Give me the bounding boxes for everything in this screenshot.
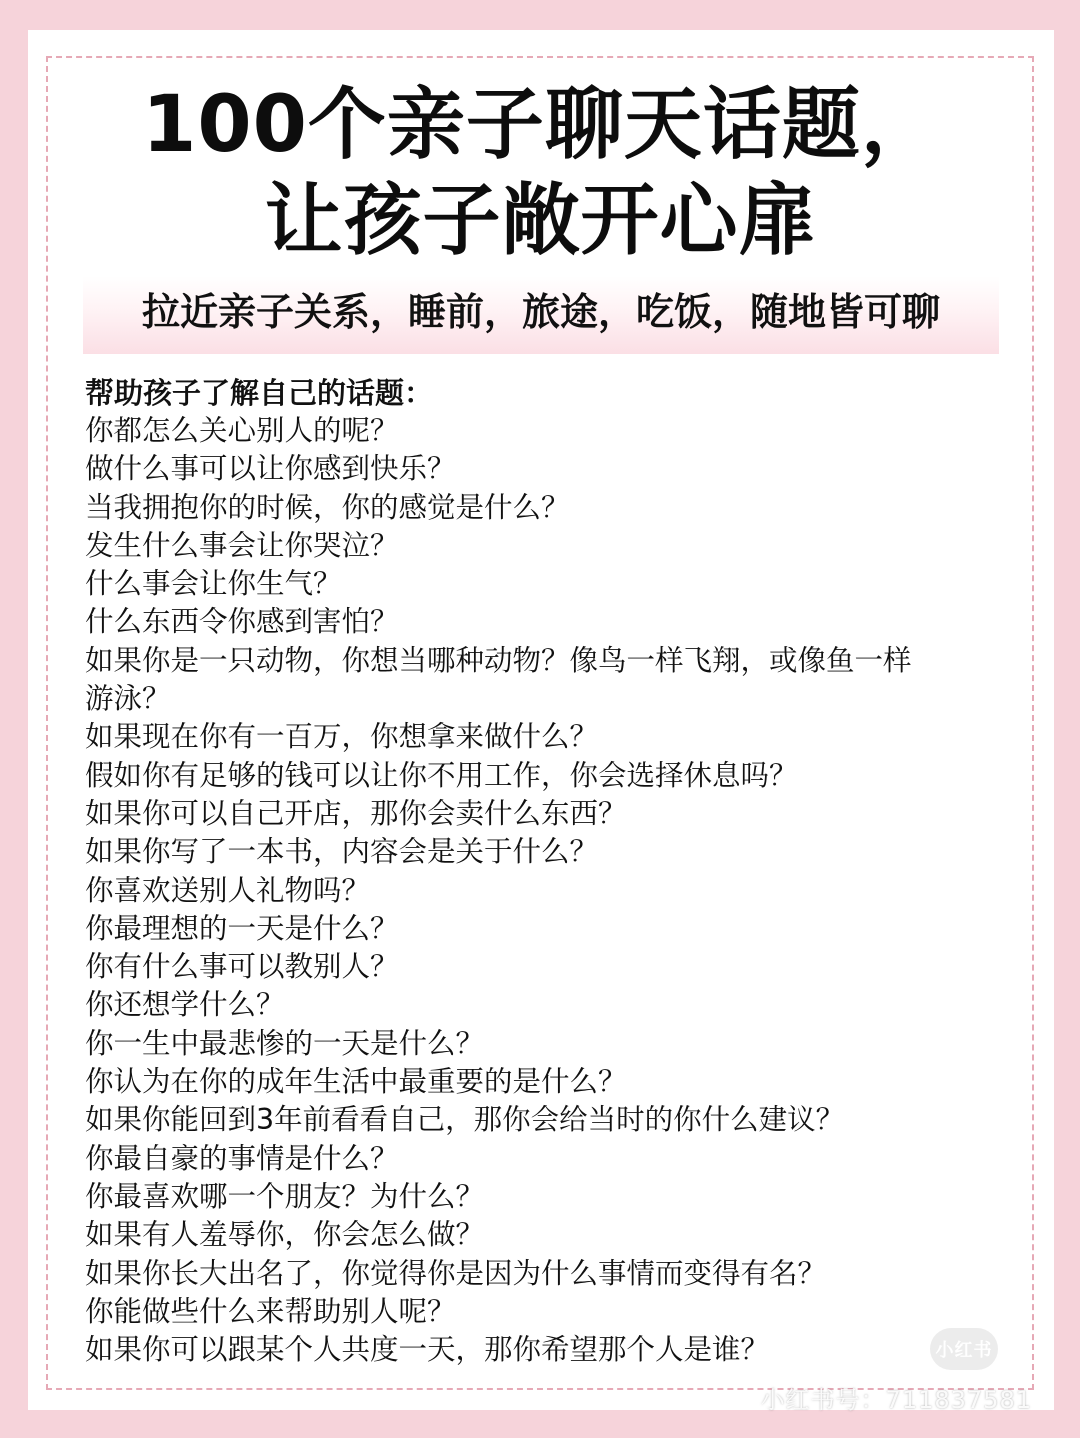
title-line-1: 100个亲子聊天话题， — [142, 80, 940, 170]
watermark: 小红书号：711837581 — [760, 1386, 1032, 1414]
xiaohongshu-logo-icon: 小红书 — [930, 1328, 998, 1370]
question-item: 你有什么事可以教别人？ — [85, 950, 399, 984]
question-item: 你最理想的一天是什么？ — [85, 911, 399, 945]
question-item: 当我拥抱你的时候，你的感觉是什么？ — [85, 490, 570, 524]
question-item: 假如你有足够的钱可以让你不用工作，你会选择休息吗？ — [85, 758, 798, 792]
subtitle: 拉近亲子关系，睡前，旅途，吃饭，随地皆可聊 — [141, 290, 940, 334]
question-item: 如果你写了一本书，内容会是关于什么？ — [85, 835, 599, 869]
question-item: 如果有人羞辱你，你会怎么做？ — [85, 1218, 485, 1252]
question-item: 游泳？ — [85, 682, 171, 716]
question-item: 你喜欢送别人礼物吗？ — [85, 873, 371, 907]
question-item: 如果你是一只动物，你想当哪种动物？像鸟一样飞翔，或像鱼一样 — [85, 643, 912, 677]
question-item: 你能做些什么来帮助别人呢？ — [85, 1294, 456, 1328]
question-item: 你一生中最悲惨的一天是什么？ — [85, 1026, 485, 1060]
question-item: 发生什么事会让你哭泣？ — [85, 528, 399, 562]
question-item: 如果你可以自己开店，那你会卖什么东西？ — [85, 796, 627, 830]
poster-card — [28, 30, 1054, 1410]
question-item: 做什么事可以让你感到快乐？ — [85, 452, 456, 486]
question-item: 什么东西令你感到害怕？ — [85, 605, 399, 639]
title-line-2: 让孩子敞开心扉 — [264, 176, 818, 266]
question-item: 如果你可以跟某个人共度一天，那你希望那个人是谁？ — [85, 1333, 770, 1367]
question-list — [85, 412, 1035, 1369]
question-item: 你最喜欢哪一个朋友？为什么？ — [85, 1179, 485, 1213]
question-item: 你认为在你的成年生活中最重要的是什么？ — [85, 1065, 627, 1099]
section-heading: 帮助孩子了解自己的话题： — [85, 376, 434, 410]
question-item: 你还想学什么？ — [85, 988, 285, 1022]
question-item: 什么事会让你生气？ — [85, 567, 342, 601]
question-item: 如果你能回到3年前看看自己，那你会给当时的你什么建议？ — [85, 1103, 845, 1137]
question-item: 你都怎么关心别人的呢？ — [85, 414, 399, 447]
question-item: 你最自豪的事情是什么？ — [85, 1141, 399, 1175]
question-item: 如果你长大出名了，你觉得你是因为什么事情而变得有名？ — [85, 1256, 827, 1290]
topic-section — [85, 374, 1035, 1369]
question-item: 如果现在你有一百万，你想拿来做什么？ — [85, 720, 599, 754]
subtitle-highlight — [83, 276, 999, 354]
